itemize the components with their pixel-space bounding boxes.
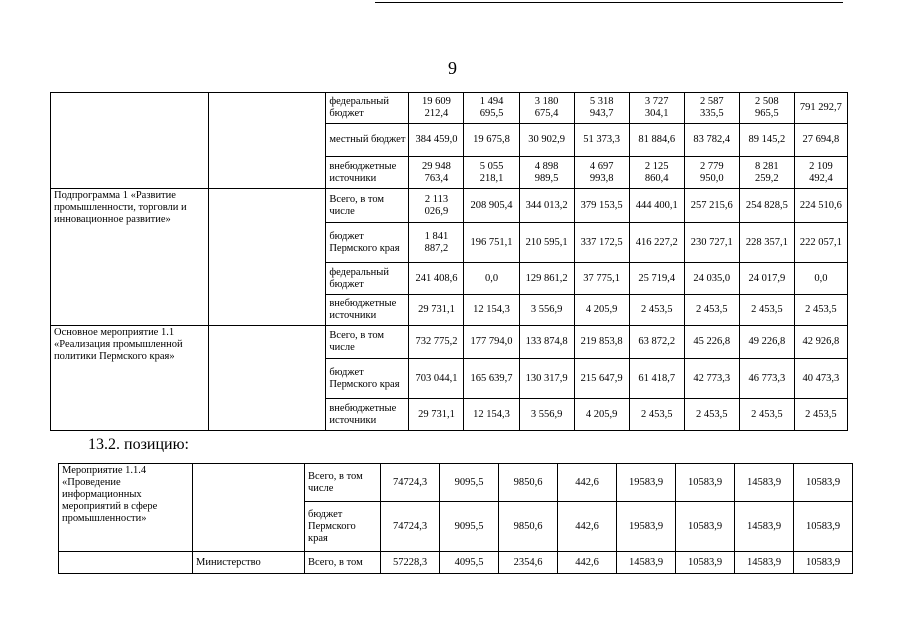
responsible-cell [209, 189, 326, 326]
section-heading: 13.2. позицию: [88, 436, 189, 453]
funding-source: федеральный бюджет [326, 93, 409, 124]
value-cell: 791 292,7 [794, 93, 847, 124]
value-cell: 2 453,5 [794, 399, 847, 431]
row-name-cell [51, 93, 209, 189]
value-cell: 81 884,6 [629, 124, 684, 157]
value-cell: 9095,5 [440, 502, 499, 552]
value-cell: 196 751,1 [464, 223, 519, 263]
subprogram-name: Подпрограмма 1 «Развитие промышленности, торговли и инновационное развитие» [51, 189, 209, 326]
value-cell: 19 675,8 [464, 124, 519, 157]
table-row [51, 93, 848, 124]
value-cell: 29 731,1 [409, 295, 464, 326]
value-cell: 442,6 [558, 502, 617, 552]
table-row [59, 464, 853, 502]
value-cell: 2 453,5 [739, 399, 794, 431]
value-cell: 19 609 212,4 [409, 93, 464, 124]
value-cell: 49 226,8 [739, 326, 794, 359]
funding-source: внебюджетные источники [326, 399, 409, 431]
value-cell: 379 153,5 [574, 189, 629, 223]
value-cell: 10583,9 [676, 464, 735, 502]
value-cell: 5 055 218,1 [464, 157, 519, 189]
value-cell: 2 453,5 [684, 295, 739, 326]
value-cell: 230 727,1 [684, 223, 739, 263]
value-cell: 1 841 887,2 [409, 223, 464, 263]
table-row [59, 552, 853, 574]
funding-source: бюджет Пермского края [326, 223, 409, 263]
activity-name [59, 552, 193, 574]
value-cell: 89 145,2 [739, 124, 794, 157]
value-cell: 416 227,2 [629, 223, 684, 263]
value-cell: 19583,9 [617, 502, 676, 552]
value-cell: 2 453,5 [739, 295, 794, 326]
table-row [51, 326, 848, 359]
value-cell: 703 044,1 [409, 359, 464, 399]
value-cell: 3 556,9 [519, 295, 574, 326]
value-cell: 4 898 989,5 [519, 157, 574, 189]
value-cell: 14583,9 [617, 552, 676, 574]
value-cell: 0,0 [794, 263, 847, 295]
value-cell: 177 794,0 [464, 326, 519, 359]
value-cell: 9850,6 [499, 464, 558, 502]
value-cell: 2 453,5 [629, 295, 684, 326]
top-rule [375, 2, 843, 3]
funding-source: Всего, в том числе [326, 326, 409, 359]
value-cell: 42 926,8 [794, 326, 847, 359]
value-cell: 14583,9 [735, 464, 794, 502]
value-cell: 14583,9 [735, 502, 794, 552]
value-cell: 4 205,9 [574, 399, 629, 431]
value-cell: 4095,5 [440, 552, 499, 574]
value-cell: 12 154,3 [464, 399, 519, 431]
value-cell: 222 057,1 [794, 223, 847, 263]
value-cell: 2 453,5 [684, 399, 739, 431]
value-cell: 30 902,9 [519, 124, 574, 157]
value-cell: 24 035,0 [684, 263, 739, 295]
value-cell: 3 556,9 [519, 399, 574, 431]
value-cell: 10583,9 [676, 552, 735, 574]
value-cell: 51 373,3 [574, 124, 629, 157]
value-cell: 1 494 695,5 [464, 93, 519, 124]
value-cell: 257 215,6 [684, 189, 739, 223]
page-number: 9 [448, 58, 457, 78]
activity-name: Мероприятие 1.1.4 «Проведение информационных мероприятий в сфере промышленности» [59, 464, 193, 552]
value-cell: 5 318 943,7 [574, 93, 629, 124]
value-cell: 74724,3 [381, 464, 440, 502]
value-cell: 337 172,5 [574, 223, 629, 263]
value-cell: 57228,3 [381, 552, 440, 574]
value-cell: 29 948 763,4 [409, 157, 464, 189]
value-cell: 224 510,6 [794, 189, 847, 223]
value-cell: 83 782,4 [684, 124, 739, 157]
value-cell: 61 418,7 [629, 359, 684, 399]
value-cell: 24 017,9 [739, 263, 794, 295]
funding-source: Всего, в том [305, 552, 381, 574]
value-cell: 10583,9 [794, 552, 853, 574]
value-cell: 210 595,1 [519, 223, 574, 263]
table-row [51, 189, 848, 223]
funding-source: бюджет Пермского края [305, 502, 381, 552]
value-cell: 40 473,3 [794, 359, 847, 399]
funding-source: внебюджетные источники [326, 157, 409, 189]
value-cell: 74724,3 [381, 502, 440, 552]
main-activity-name: Основное мероприятие 1.1 «Реализация промышленной политики Пермского края» [51, 326, 209, 431]
value-cell: 19583,9 [617, 464, 676, 502]
value-cell: 10583,9 [794, 464, 853, 502]
value-cell: 2 125 860,4 [629, 157, 684, 189]
value-cell: 14583,9 [735, 552, 794, 574]
value-cell: 12 154,3 [464, 295, 519, 326]
value-cell: 130 317,9 [519, 359, 574, 399]
value-cell: 208 905,4 [464, 189, 519, 223]
value-cell: 10583,9 [794, 502, 853, 552]
value-cell: 2 453,5 [794, 295, 847, 326]
value-cell: 2 453,5 [629, 399, 684, 431]
value-cell: 9095,5 [440, 464, 499, 502]
responsible-cell [193, 464, 305, 552]
budget-table-main [50, 92, 848, 431]
value-cell: 732 775,2 [409, 326, 464, 359]
value-cell: 129 861,2 [519, 263, 574, 295]
responsible-cell [209, 93, 326, 189]
responsible-cell [209, 326, 326, 431]
funding-source: внебюджетные источники [326, 295, 409, 326]
value-cell: 46 773,3 [739, 359, 794, 399]
value-cell: 3 727 304,1 [629, 93, 684, 124]
value-cell: 228 357,1 [739, 223, 794, 263]
value-cell: 344 013,2 [519, 189, 574, 223]
value-cell: 27 694,8 [794, 124, 847, 157]
value-cell: 37 775,1 [574, 263, 629, 295]
value-cell: 42 773,3 [684, 359, 739, 399]
value-cell: 215 647,9 [574, 359, 629, 399]
value-cell: 8 281 259,2 [739, 157, 794, 189]
value-cell: 2 779 950,0 [684, 157, 739, 189]
value-cell: 2 113 026,9 [409, 189, 464, 223]
value-cell: 444 400,1 [629, 189, 684, 223]
responsible-cell: Министерство [193, 552, 305, 574]
value-cell: 165 639,7 [464, 359, 519, 399]
value-cell: 219 853,8 [574, 326, 629, 359]
value-cell: 63 872,2 [629, 326, 684, 359]
value-cell: 4 697 993,8 [574, 157, 629, 189]
value-cell: 384 459,0 [409, 124, 464, 157]
value-cell: 29 731,1 [409, 399, 464, 431]
value-cell: 133 874,8 [519, 326, 574, 359]
value-cell: 2 508 965,5 [739, 93, 794, 124]
value-cell: 442,6 [558, 464, 617, 502]
value-cell: 2 109 492,4 [794, 157, 847, 189]
value-cell: 3 180 675,4 [519, 93, 574, 124]
value-cell: 254 828,5 [739, 189, 794, 223]
budget-table-position [58, 463, 853, 574]
funding-source: бюджет Пермского края [326, 359, 409, 399]
value-cell: 2354,6 [499, 552, 558, 574]
funding-source: федеральный бюджет [326, 263, 409, 295]
value-cell: 25 719,4 [629, 263, 684, 295]
value-cell: 442,6 [558, 552, 617, 574]
funding-source: местный бюджет [326, 124, 409, 157]
value-cell: 0,0 [464, 263, 519, 295]
funding-source: Всего, в том числе [326, 189, 409, 223]
value-cell: 4 205,9 [574, 295, 629, 326]
value-cell: 241 408,6 [409, 263, 464, 295]
value-cell: 2 587 335,5 [684, 93, 739, 124]
value-cell: 45 226,8 [684, 326, 739, 359]
funding-source: Всего, в том числе [305, 464, 381, 502]
value-cell: 9850,6 [499, 502, 558, 552]
value-cell: 10583,9 [676, 502, 735, 552]
